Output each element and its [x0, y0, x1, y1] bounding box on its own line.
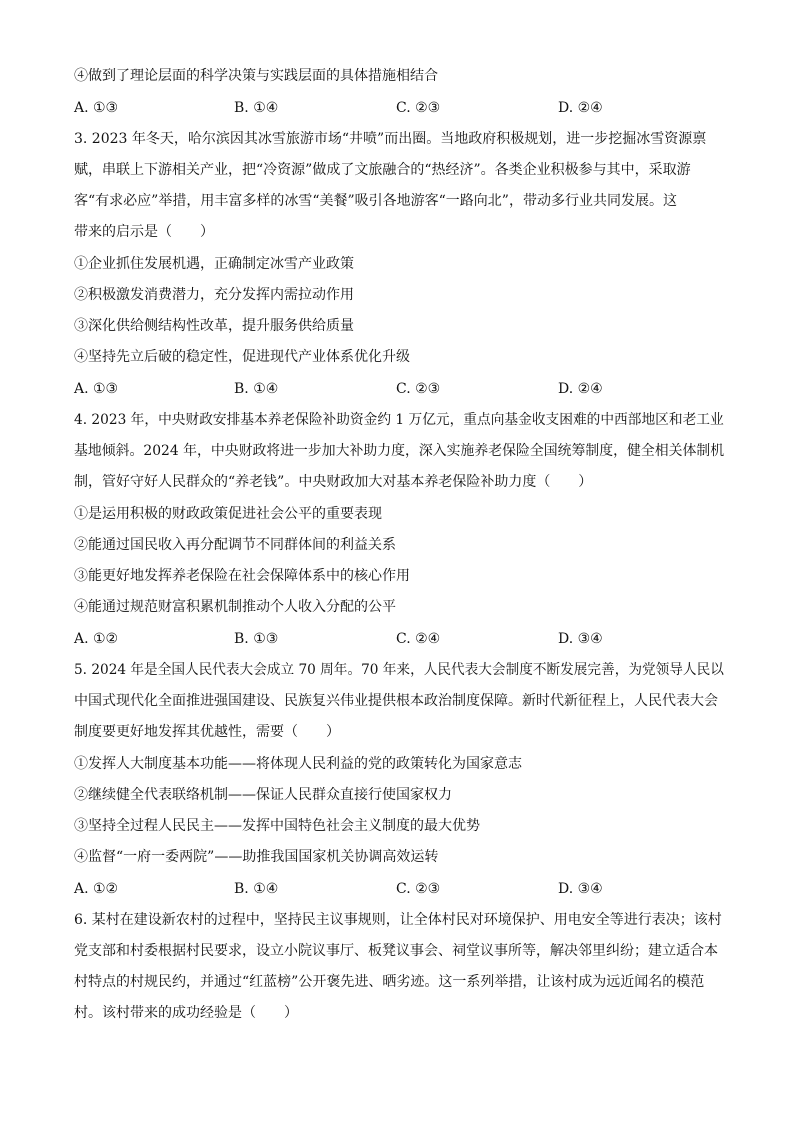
option-a: A. ①③ — [74, 100, 119, 116]
q4-item-3: ③能更好地发挥养老保险在社会保障体系中的核心作用 — [74, 568, 410, 584]
q3-item-1: ①企业抓住发展机遇，正确制定冰雪产业政策 — [74, 256, 354, 272]
q4-item-2: ②能通过国民收入再分配调节不同群体间的利益关系 — [74, 537, 396, 553]
option-d: D. ③④ — [558, 881, 603, 897]
q5-stem-line-2: 中国式现代化全面推进强国建设、民族复兴伟业提供根本政治制度保障。新时代新征程上，人民代表大会 — [74, 693, 718, 709]
q5-item-2: ②继续健全代表联络机制——保证人民群众直接行使国家权力 — [74, 787, 452, 803]
option-d: D. ③④ — [558, 631, 603, 647]
option-c: C. ②③ — [396, 381, 441, 397]
option-c: C. ②③ — [396, 100, 441, 116]
q6-stem-line-1: 6. 某村在建设新农村的过程中，坚持民主议事规则，让全体村民对环境保护、用电安全等进行表决；该村 — [74, 912, 722, 928]
q5-item-3: ③坚持全过程人民民主——发挥中国特色社会主义制度的最大优势 — [74, 818, 480, 834]
q5-item-1: ①发挥人大制度基本功能——将体现人民利益的党的政策转化为国家意志 — [74, 756, 522, 772]
option-d: D. ②④ — [558, 381, 603, 397]
q5-stem-line-1: 5. 2024 年是全国人民代表大会成立 70 周年。70 年来，人民代表大会制度不断发展完善，为党领导人民以 — [74, 662, 724, 678]
option-a: A. ①③ — [74, 381, 119, 397]
option-b: B. ①④ — [234, 100, 279, 116]
q4-item-1: ①是运用积极的财政政策促进社会公平的重要表现 — [74, 506, 382, 522]
option-a: A. ①② — [74, 631, 119, 647]
q4-stem-line-3: 制，管好守好人民群众的“养老钱”。中央财政加大对基本养老保险补助力度（ ） — [74, 474, 593, 490]
q6-stem-line-4: 村。该村带来的成功经验是（ ） — [74, 1005, 298, 1021]
option-c: C. ②④ — [396, 631, 441, 647]
option-b: B. ①④ — [234, 881, 279, 897]
q3-stem-line-1: 3. 2023 年冬天，哈尔滨因其冰雪旅游市场“井喷”而出圈。当地政府积极规划，进一步挖掘冰雪资源禀 — [74, 131, 707, 147]
option-b: B. ①③ — [234, 631, 279, 647]
q4-options — [74, 629, 724, 649]
q6-stem-line-2: 党支部和村委根据村民要求，设立小院议事厅、板凳议事会、祠堂议事所等，解决邻里纠纷；建立适合本 — [74, 943, 718, 959]
q3-options — [74, 379, 724, 399]
q5-options — [74, 879, 724, 899]
q3-item-2: ②积极激发消费潜力，充分发挥内需拉动作用 — [74, 287, 354, 303]
q2-item-4: ④做到了理论层面的科学决策与实践层面的具体措施相结合 — [74, 68, 438, 84]
option-a: A. ①② — [74, 881, 119, 897]
option-b: B. ①④ — [234, 381, 279, 397]
q5-item-4: ④监督“一府一委两院”——助推我国国家机关协调高效运转 — [74, 849, 439, 865]
option-c: C. ②③ — [396, 881, 441, 897]
q4-stem-line-2: 基地倾斜。2024 年，中央财政将进一步加大补助力度，深入实施养老保险全国统筹制度，健全相关体制机 — [74, 443, 725, 459]
q3-stem-line-3: 客“有求必应”举措，用丰富多样的冰雪“美餐”吸引各地游客“一路向北”，带动多行业共同发展。这 — [74, 193, 677, 209]
q3-item-4: ④坚持先立后破的稳定性，促进现代产业体系优化升级 — [74, 349, 410, 365]
q2-options — [74, 98, 724, 118]
q3-item-3: ③深化供给侧结构性改革，提升服务供给质量 — [74, 318, 354, 334]
q4-stem-line-1: 4. 2023 年，中央财政安排基本养老保险补助资金约 1 万亿元，重点向基金收支困难的中西部地区和老工业 — [74, 412, 724, 428]
q3-stem-line-4: 带来的启示是（ ） — [74, 224, 214, 240]
q3-stem-line-2: 赋，串联上下游相关产业，把“冷资源”做成了文旅融合的“热经济”。各类企业积极参与其中，采取游 — [74, 162, 691, 178]
q6-stem-line-3: 村特点的村规民约，并通过“红蓝榜”公开褒先进、晒劣迹。这一系列举措，让该村成为远近闻名的模范 — [74, 974, 705, 990]
option-d: D. ②④ — [558, 100, 603, 116]
q5-stem-line-3: 制度要更好地发挥其优越性，需要（ ） — [74, 724, 340, 740]
q4-item-4: ④能通过规范财富积累机制推动个人收入分配的公平 — [74, 599, 396, 615]
